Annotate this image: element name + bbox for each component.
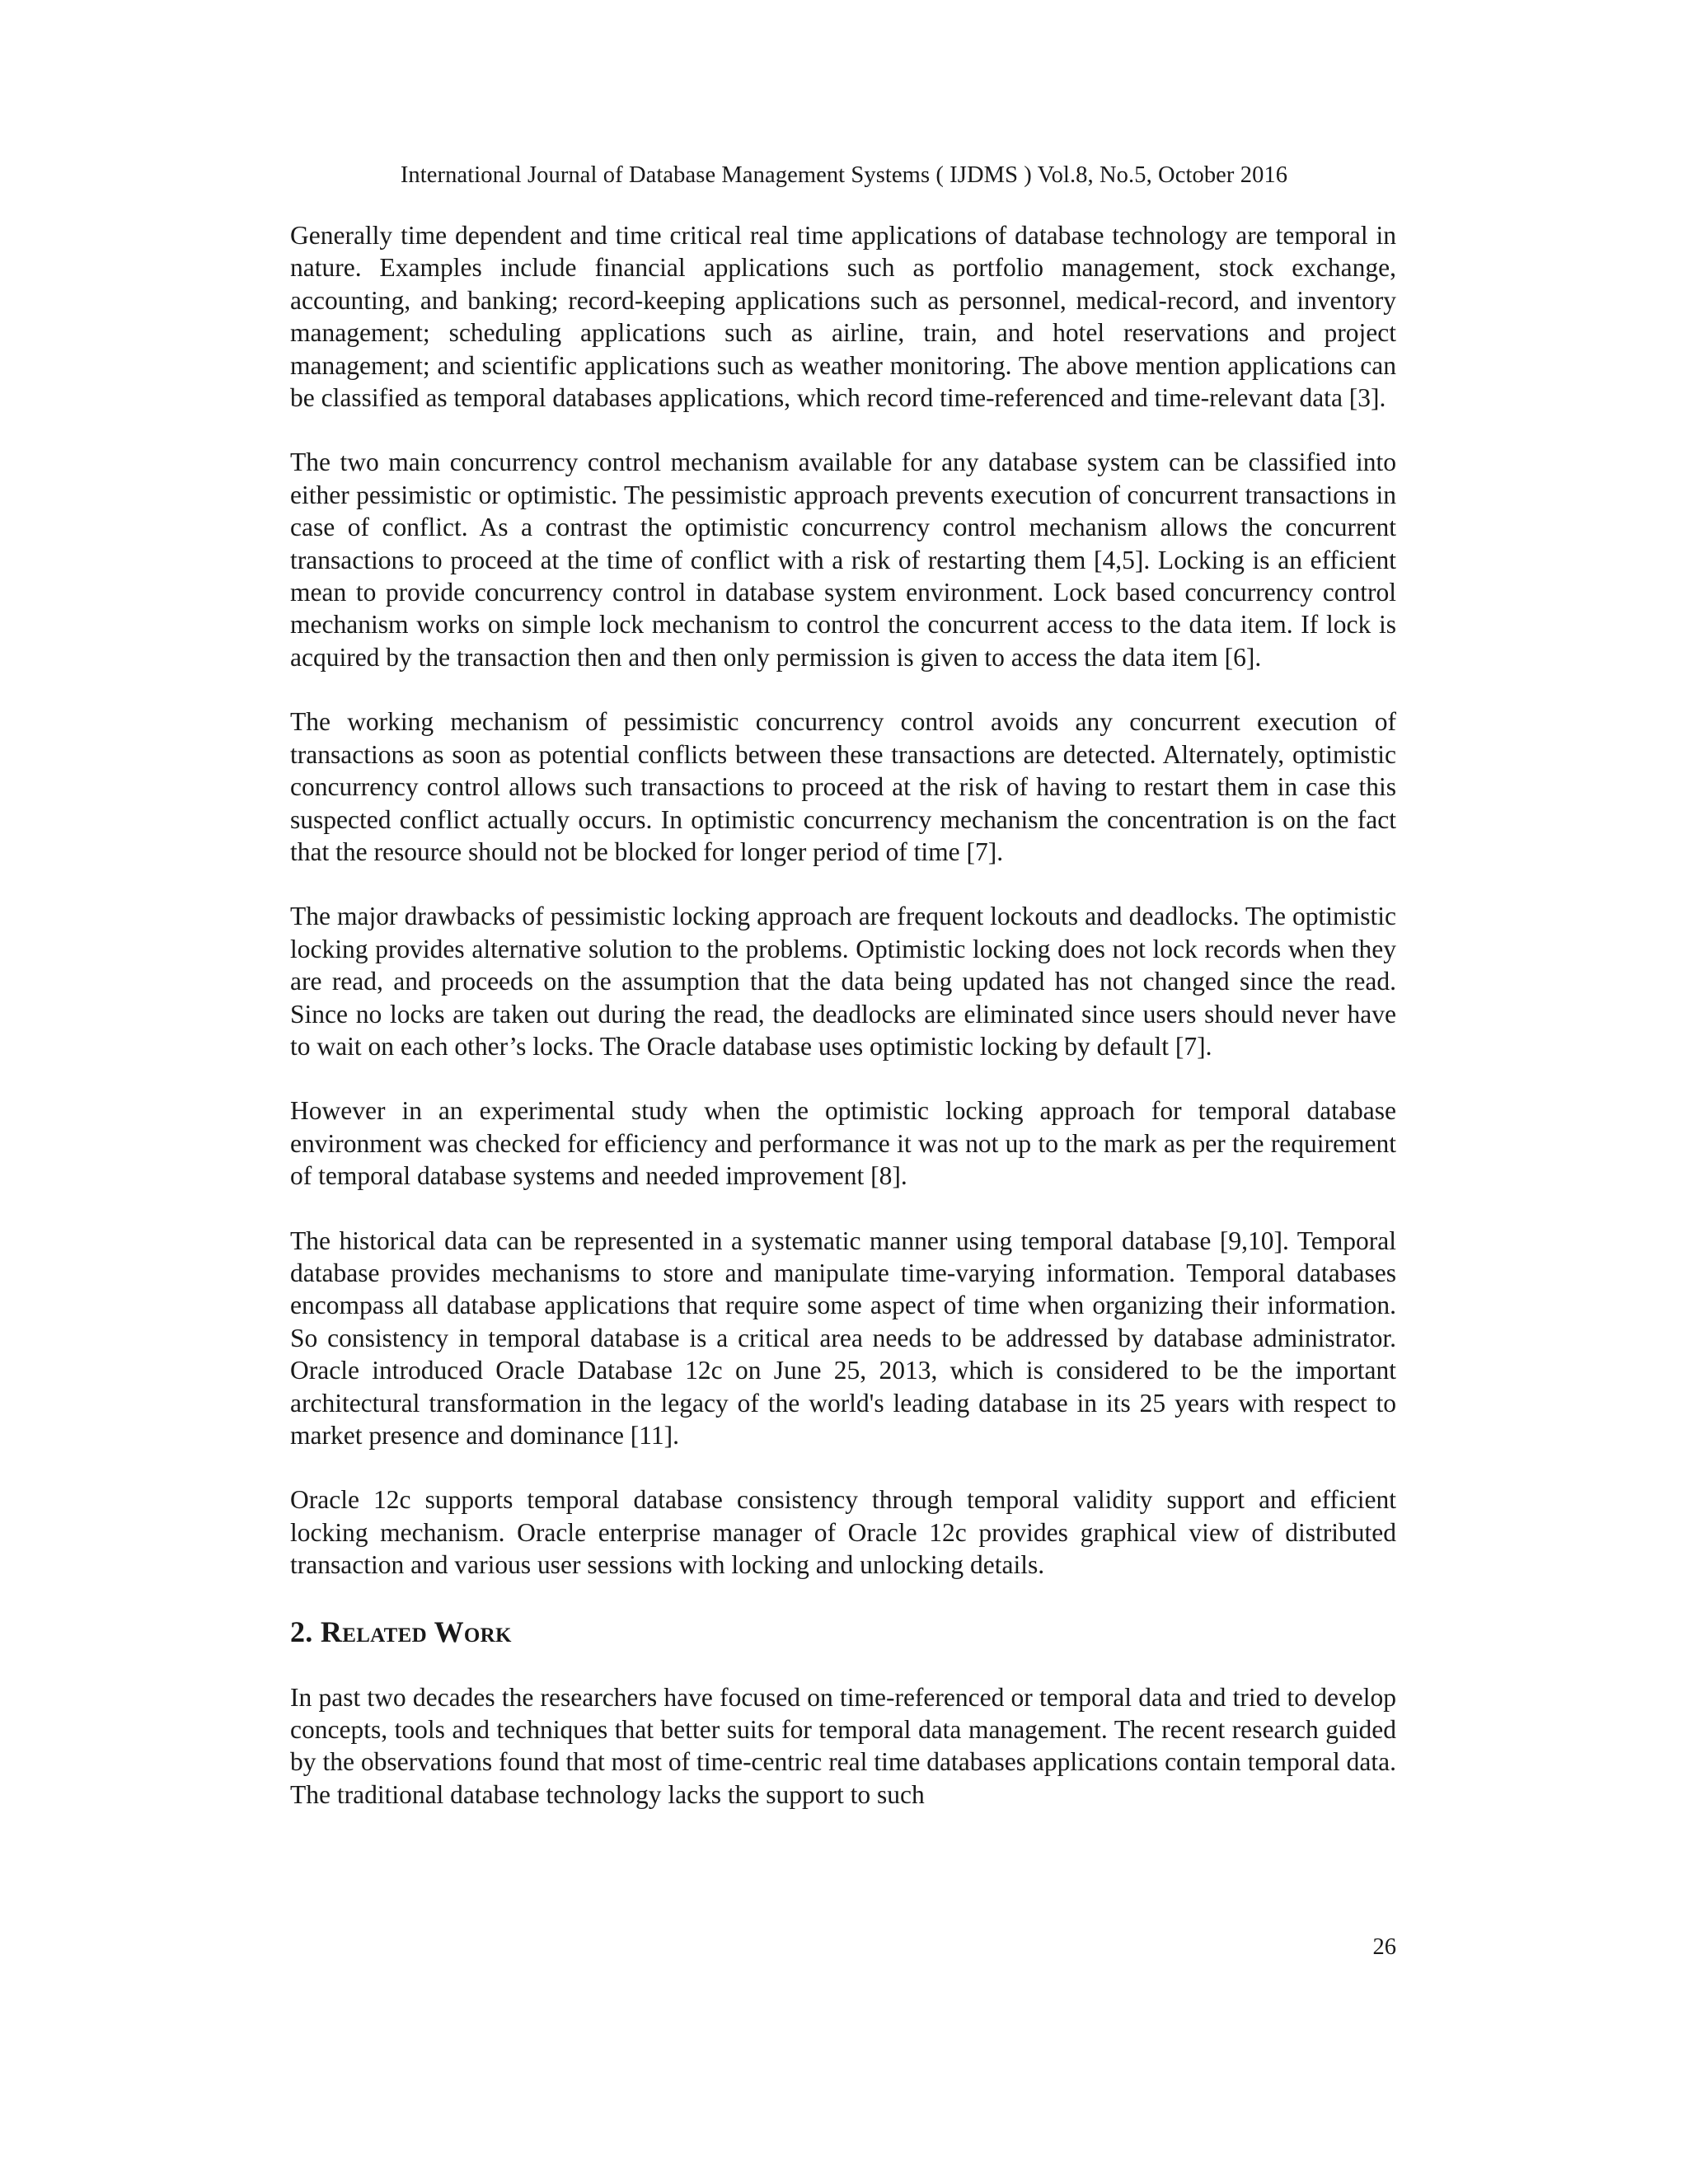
page-number: 26 — [1372, 1934, 1396, 1960]
paragraph-temporal-applications: Generally time dependent and time critical real time applications of database technology are temporal in nature. Examples include financial applications such as portfolio management, stock exchange, accounting, and banking; record-keeping applications such as personnel, medical-record, and inventory management; scheduling applications such as airline, train, and hotel reservations and project management; and scientific applications such as weather monitoring. The above mention applications can be classified as temporal databases applications, which record time-referenced and time-relevant data [3]. — [290, 221, 1396, 413]
section-title: Related Work — [320, 1615, 512, 1648]
paragraph-experimental-study: However in an experimental study when the optimistic locking approach for temporal database environment was checked for efficiency and performance it was not up to the mark as per the requirement of temporal database systems and needed improvement [8]. — [290, 1096, 1396, 1191]
running-header: International Journal of Database Management Systems ( IJDMS ) Vol.8, No.5, October 2016 — [400, 162, 1288, 188]
paragraph-concurrency-mechanisms: The two main concurrency control mechanism available for any database system can be classified into either pessimistic or optimistic. The pessimistic approach prevents execution of concurrent transactions in case of conflict. As a contrast the optimistic concurrency control mechanism allows the concurrent transactions to proceed at the time of conflict with a risk of restarting them [4,5]. Locking is an efficient mean to provide concurrency control in database system environment. Lock based concurrency control mechanism works on simple lock mechanism to control the concurrent access to the data item. If lock is acquired by the transaction then and then only permission is given to access the data item [6]. — [290, 448, 1396, 672]
paragraph-related-work: In past two decades the researchers have focused on time-referenced or temporal data and tried to develop concepts, tools and techniques that better suits for temporal data management. The recent research guided by the observations found that most of time-centric real time databases applications contain temporal data. The traditional database technology lacks the support to such — [290, 1682, 1396, 1809]
section-heading-related-work — [290, 1614, 1396, 1650]
paragraph-oracle-12c: Oracle 12c supports temporal database consistency through temporal validity support and efficient locking mechanism. Oracle enterprise manager of Oracle 12c provides graphical view of distributed transaction and various user sessions with locking and unlocking details. — [290, 1485, 1396, 1580]
paragraph-locking-drawbacks: The major drawbacks of pessimistic locking approach are frequent lockouts and deadlocks. The optimistic locking provides alternative solution to the problems. Optimistic locking does not lock records when they are read, and proceeds on the assumption that the data being updated has not changed since the read. Since no locks are taken out during the read, the deadlocks are eliminated since users should never have to wait on each other’s locks. The Oracle database uses optimistic locking by default [7]. — [290, 902, 1396, 1061]
body-text — [290, 219, 1396, 1843]
section-number: 2. — [290, 1615, 313, 1648]
paragraph-pessimistic-vs-optimistic: The working mechanism of pessimistic concurrency control avoids any concurrent execution of transactions as soon as potential conflicts between these transactions are detected. Alternately, optimistic concurrency control allows such transactions to proceed at the risk of having to restart them in case this suspected conflict actually occurs. In optimistic concurrency mechanism the concentration is on the fact that the resource should not be blocked for longer period of time [7]. — [290, 707, 1396, 866]
paragraph-historical-data: The historical data can be represented in a systematic manner using temporal database [9,10]. Temporal database provides mechanisms to store and manipulate time-varying information. Temporal databases encompass all database applications that require some aspect of time when organizing their information. So consistency in temporal database is a critical area needs to be addressed by database administrator. Oracle introduced Oracle Database 12c on June 25, 2013, which is considered to be the important architectural transformation in the legacy of the world's leading database in its 25 years with respect to market presence and dominance [11]. — [290, 1226, 1396, 1450]
